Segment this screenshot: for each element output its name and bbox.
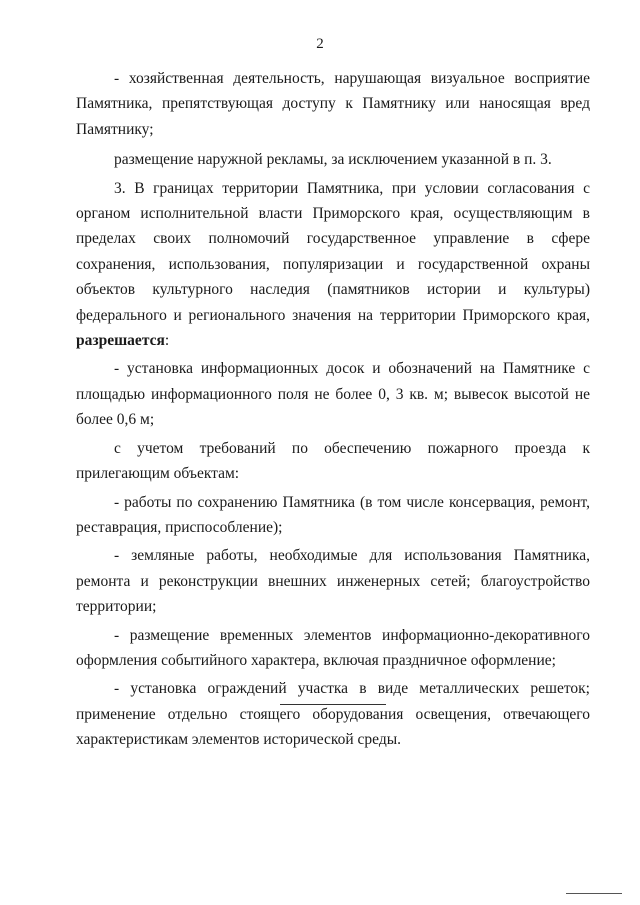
permitted-keyword: разрешается: [76, 332, 165, 350]
end-divider: [280, 704, 386, 705]
paragraph-info-boards: - установка информационных досок и обозначений на Памятнике с площадью информационного поля не более 0, 3 кв. м; вывесок высотой не более 0,6 м;: [76, 360, 590, 429]
page-number: 2: [316, 36, 324, 52]
paragraph-section-3: [76, 176, 590, 354]
section-3-text: 3. В границах территории Памятника, при условии согласования с органом исполнительной власти Приморского края, осуществляющим в пределах своих полномочий государственное управление в сфере сохранения, использования, популяризации и государственной охраны объектов культурного наследия (памятников истории и культуры) федерального и регионального значения на территории Приморского края,: [76, 179, 590, 324]
paragraph-advertising: размещение наружной рекламы, за исключением указанной в п. 3.: [114, 151, 552, 169]
paragraph-temporary-decor: - размещение временных элементов информационно-декоративного оформления событийного характера, включая праздничное оформление;: [76, 626, 590, 669]
paragraph-fire-access: с учетом требований по обеспечению пожарного проезда к прилегающим объектам:: [76, 439, 590, 483]
paragraph-preservation-works: - работы по сохранению Памятника (в том числе консервация, ремонт, реставрация, приспособление);: [76, 493, 590, 536]
footer-rule: [566, 893, 622, 894]
paragraph-economic-activity: - хозяйственная деятельность, нарушающая визуальное восприятие Памятника, препятствующая доступу к Памятнику или наносящая вред Памятнику;: [76, 70, 590, 138]
paragraph-earthworks: - земляные работы, необходимые для использования Памятника, ремонта и реконструкции внешних инженерных сетей; благоустройство территории;: [76, 547, 590, 616]
paragraph-fencing-lighting: - установка ограждений участка в виде металлических решеток; применение отдельно стоящего оборудования освещения, отвечающего характеристикам элементов исторической среды.: [76, 680, 590, 749]
section-3-colon: :: [164, 332, 170, 350]
document-body: [76, 66, 590, 753]
